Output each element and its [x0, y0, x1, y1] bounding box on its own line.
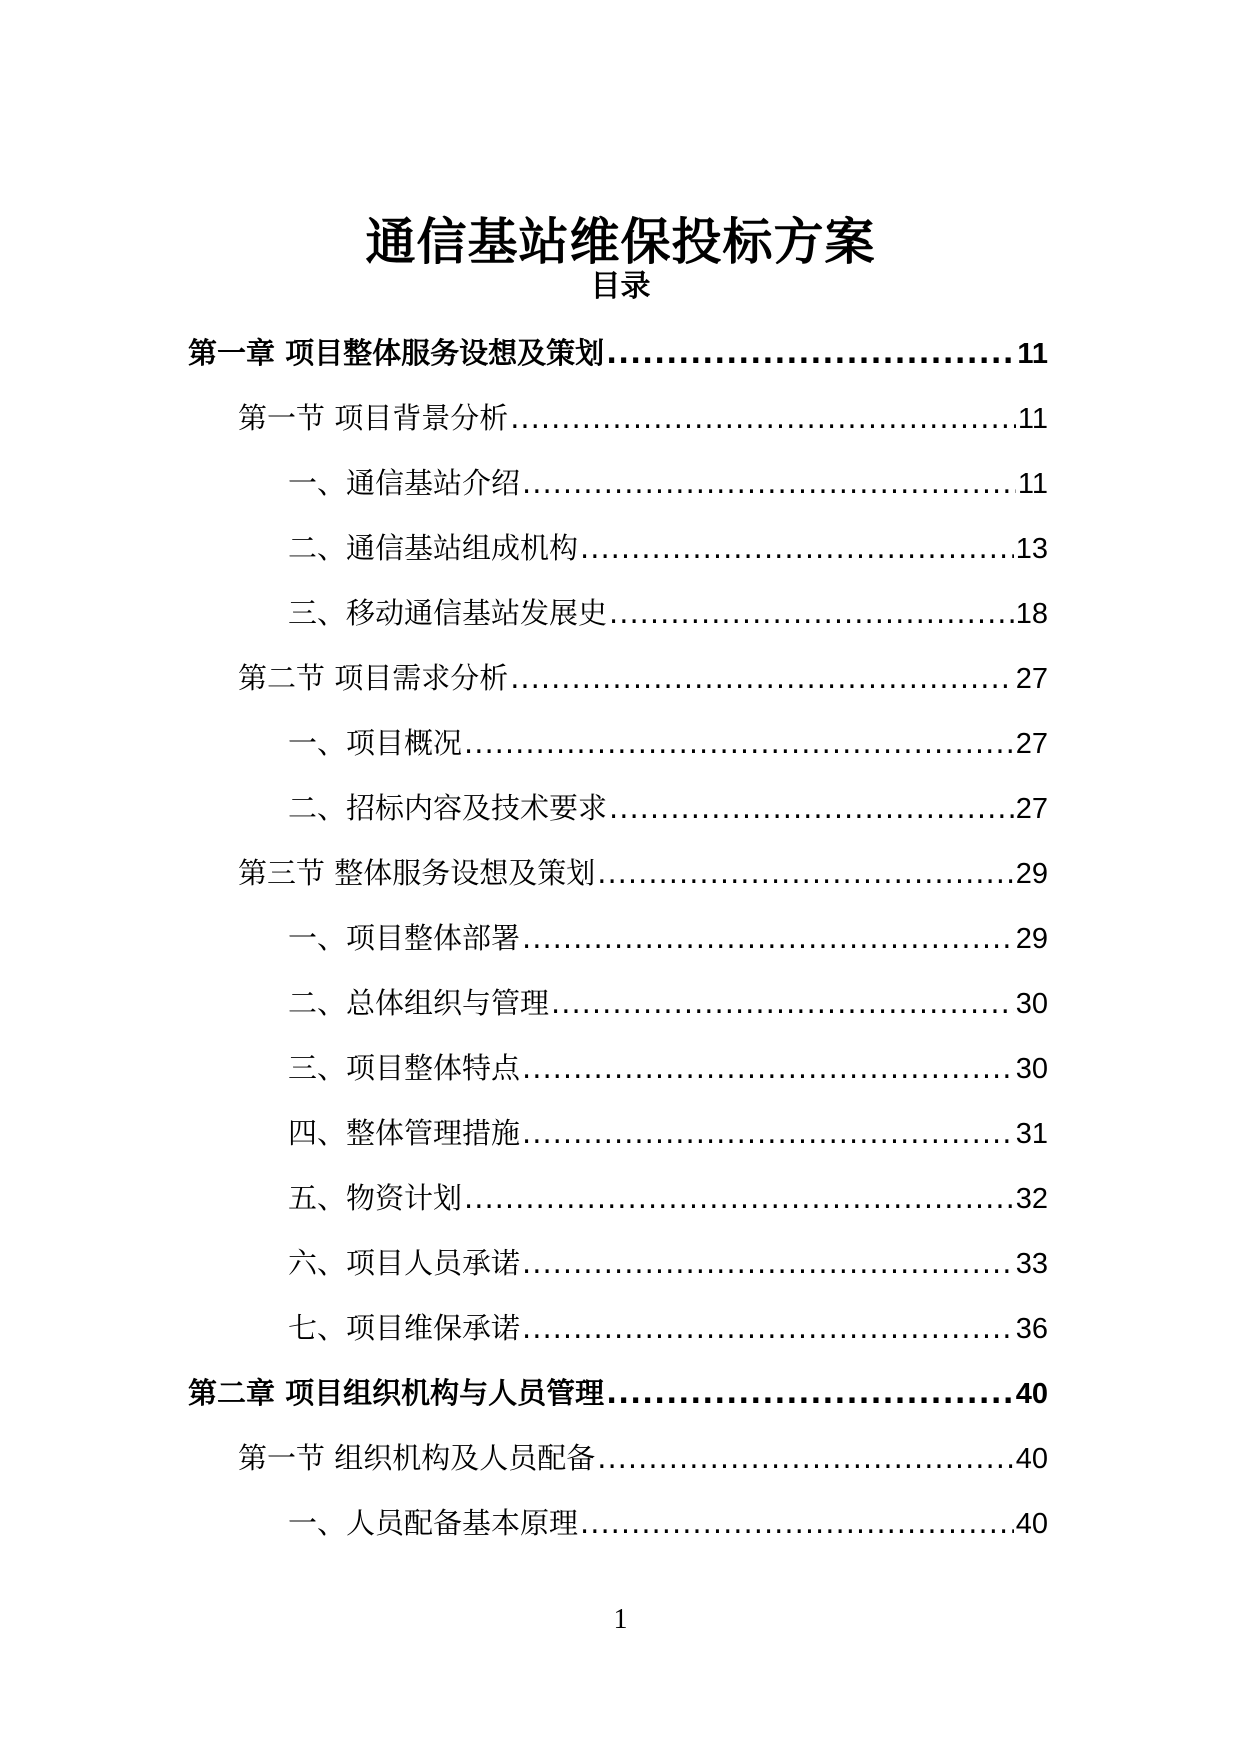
toc-chapter-2[interactable] [188, 1367, 1048, 1432]
table-of-contents [188, 327, 1048, 1562]
toc-item[interactable] [188, 717, 1048, 782]
toc-dot-leader [580, 1497, 1014, 1549]
toc-dot-leader [522, 912, 1014, 964]
toc-heading: 目录 [590, 269, 651, 304]
toc-dot-leader [510, 652, 1014, 704]
toc-entry-page: 40 [1015, 1508, 1048, 1540]
toc-dot-leader [580, 522, 1014, 574]
toc-item[interactable] [188, 1107, 1048, 1172]
toc-entry-page: 29 [1015, 858, 1048, 890]
toc-dot-leader [522, 1302, 1014, 1354]
toc-entry-label: 七、项目维保承诺 [288, 1311, 521, 1345]
toc-item[interactable] [188, 457, 1048, 522]
toc-entry-label: 第二节 项目需求分析 [238, 661, 509, 695]
toc-item[interactable] [188, 1172, 1048, 1237]
toc-entry-label: 四、整体管理措施 [288, 1116, 521, 1150]
toc-section-1-1[interactable] [188, 392, 1048, 457]
toc-entry-label: 第一节 组织机构及人员配备 [238, 1441, 596, 1475]
toc-dot-leader [597, 847, 1014, 899]
toc-section-1-2[interactable] [188, 652, 1048, 717]
toc-entry-page: 11 [1017, 468, 1048, 500]
toc-entry-label: 二、总体组织与管理 [288, 986, 550, 1020]
toc-entry-label: 三、项目整体特点 [288, 1051, 521, 1085]
toc-chapter-1[interactable] [188, 327, 1048, 392]
toc-dot-leader [522, 1107, 1014, 1159]
toc-dot-leader [606, 1367, 1014, 1419]
toc-entry-label: 三、移动通信基站发展史 [288, 596, 608, 630]
toc-dot-leader [522, 1042, 1014, 1094]
toc-item[interactable] [188, 1497, 1048, 1562]
toc-entry-page: 33 [1015, 1248, 1048, 1280]
toc-entry-page: 18 [1015, 598, 1048, 630]
toc-entry-page: 30 [1015, 1053, 1048, 1085]
toc-item[interactable] [188, 1042, 1048, 1107]
toc-entry-page: 32 [1015, 1183, 1048, 1215]
toc-dot-leader [510, 392, 1016, 444]
toc-dot-leader [609, 782, 1014, 834]
toc-entry-page: 29 [1015, 923, 1048, 955]
toc-section-1-3[interactable] [188, 847, 1048, 912]
toc-entry-label: 一、人员配备基本原理 [288, 1506, 579, 1540]
toc-entry-page: 40 [1015, 1378, 1048, 1410]
toc-entry-page: 11 [1017, 403, 1048, 435]
toc-entry-label: 第一章 项目整体服务设想及策划 [188, 336, 605, 370]
toc-dot-leader [522, 1237, 1014, 1289]
toc-dot-leader [551, 977, 1014, 1029]
toc-entry-page: 27 [1015, 663, 1048, 695]
toc-entry-page: 27 [1015, 728, 1048, 760]
toc-entry-label: 二、通信基站组成机构 [288, 531, 579, 565]
toc-entry-page: 36 [1015, 1313, 1048, 1345]
toc-item[interactable] [188, 1302, 1048, 1367]
toc-entry-page: 40 [1015, 1443, 1048, 1475]
toc-entry-page: 30 [1015, 988, 1048, 1020]
toc-entry-label: 六、项目人员承诺 [288, 1246, 521, 1280]
toc-item[interactable] [188, 912, 1048, 977]
toc-entry-label: 五、物资计划 [288, 1181, 463, 1215]
toc-dot-leader [609, 587, 1014, 639]
toc-item[interactable] [188, 1237, 1048, 1302]
toc-dot-leader [464, 717, 1014, 769]
toc-dot-leader [597, 1432, 1014, 1484]
toc-dot-leader [606, 327, 1015, 379]
toc-entry-page: 13 [1015, 533, 1048, 565]
toc-section-2-1[interactable] [188, 1432, 1048, 1497]
toc-item[interactable] [188, 587, 1048, 652]
toc-entry-label: 一、通信基站介绍 [288, 466, 521, 500]
toc-entry-label: 第二章 项目组织机构与人员管理 [188, 1376, 605, 1410]
toc-dot-leader [464, 1172, 1014, 1224]
toc-entry-page: 27 [1015, 793, 1048, 825]
page-number: 1 [613, 1604, 628, 1635]
toc-entry-page: 11 [1017, 338, 1048, 370]
toc-item[interactable] [188, 782, 1048, 847]
toc-item[interactable] [188, 977, 1048, 1042]
toc-item[interactable] [188, 522, 1048, 587]
toc-entry-label: 一、项目概况 [288, 726, 463, 760]
toc-entry-label: 第一节 项目背景分析 [238, 401, 509, 435]
toc-entry-label: 一、项目整体部署 [288, 921, 521, 955]
toc-dot-leader [522, 457, 1016, 509]
toc-entry-page: 31 [1015, 1118, 1048, 1150]
toc-entry-label: 二、招标内容及技术要求 [288, 791, 608, 825]
toc-entry-label: 第三节 整体服务设想及策划 [238, 856, 596, 890]
document-title: 通信基站维保投标方案 [365, 212, 876, 271]
